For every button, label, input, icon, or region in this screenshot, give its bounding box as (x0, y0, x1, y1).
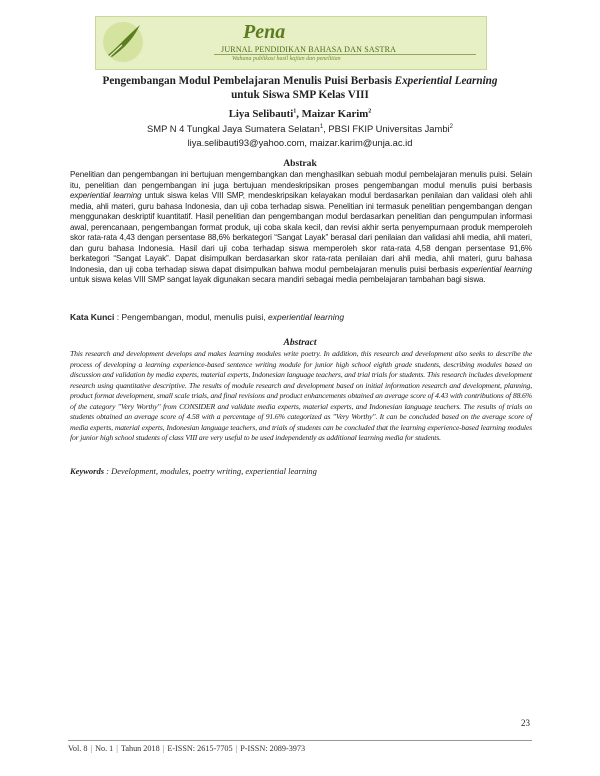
footer-divider (68, 740, 532, 741)
abstrak-heading: Abstrak (283, 158, 317, 169)
author-emails: liya.selibauti93@yahoo.com, maizar.karim@unja.ac.id (187, 137, 413, 148)
keywords: Keywords : Development, modules, poetry writing, experiential learning (70, 466, 317, 476)
journal-tagline: Wahana publikasi hasil kajian dan penelitian (232, 56, 341, 62)
quill-logo-icon (100, 19, 146, 65)
footer: Vol. 8 | No. 1 | Tahun 2018 | E-ISSN: 2615-7705 | P-ISSN: 2089-3973 (68, 744, 306, 753)
affiliations: SMP N 4 Tungkal Jaya Sumatera Selatan$^1$, PBSI FKIP Universitas Jambi$^2$ (147, 123, 453, 134)
authors: Liya Selibauti$^1$, Maizar Karim$^2$ (228, 108, 372, 120)
banner-divider (214, 54, 476, 55)
paper-title: Pengembangan Modul Pembelajaran Menulis Puisi Berbasis Experiential Learning untuk Siswa SMP Kelas VIII (102, 75, 498, 101)
journal-banner (95, 16, 487, 70)
journal-full-name: JURNAL PENDIDIKAN BAHASA DAN SASTRA (221, 45, 397, 54)
journal-name: Pena (243, 21, 286, 43)
page-number: 23 (521, 718, 530, 728)
abstract-heading: Abstract (283, 337, 317, 348)
kata-kunci: Kata Kunci : Pengembangan, modul, menulis puisi, experiential learning (70, 312, 345, 322)
abstrak-body: Penelitian dan pengembangan ini bertujuan mengembangkan dan menghasilkan sebuah modul pembelajaran menulis puisi. Selain itu, penelitian dan pengembangan ini juga bertujuan mendeskripsikan proses pengembangan modul menulis puisi berbasis experiential learning untuk siswa kelas VIII SMP, mendeskripsikan kelayakan modul berdasarkan penilaian dan validasi oleh ahli media, ahli materi, guru bahasa Indonesia, dan uji coba terhadap siswa. Penelitian ini termasuk penelitian pengembangan dengan menggunakan deskriptif kuantitatif. Hasil penelitian dan pengembangan modul berdasarkan penelitian dan pengumpulan informasi awal, perencanaan, pengembangan format produk, uji coba skala kecil, dan revisi akhir serta penyempurnaan produk memperoleh skor rata-rata 4,43 dengan persentase 88,6% berkategori “Sangat Layak” berasal dari penilaian dan validasi ahli media, ahli materi, dan guru bahasa Indonesia. Hasil dari uji coba terhadap siswa memperoleh skor rata-rata 4,58 dengan persentase 91,6% berkategori “Sangat Layak”. Dapat disimpulkan berdasarkan skor rata-rata penilaian dari ahli media, ahli materi, guru bahasa Indonesia, dan uji coba terhadap siswa dapat disimpulkan bahwa modul pembelajaran menulis puisi berbasis experiential learning untuk siswa kelas VIII SMP sangat layak digunakan secara mandiri sebagai media pembelajaran tambahan bagi siswa. (70, 170, 532, 284)
abstract-body: This research and development develops and makes learning modules write poetry. In addition, this research and development also seeks to describe the process of developing a learning experience-based sentence writing module for junior high school eighth grade students, describing modules based on discussion and validation by media experts, material experts, Indonesian language teachers, and trial trials for students. This research includes development research using quantitative descriptive. The results of module research and development based on initial information research and development, planning, product format development, small scale trials, and final revisions and product enhancements obtained an average score of 4.43 with contributions of 88.6% of the category "Very Worthy" from CONSIDER and validate media experts, material experts, and Indonesian language teachers. The results of trials on students obtained an average score of 4.58 with a percentage of 91.6% categorized as "Very Worthy". It can be concluded based on the average score of media experts, material experts, Indonesian language teachers, and trials of students can be concluded that the learning experience-based learning modules for junior high school students of class VIII are very useful to be used independently as additional learning media for students. (70, 349, 532, 442)
